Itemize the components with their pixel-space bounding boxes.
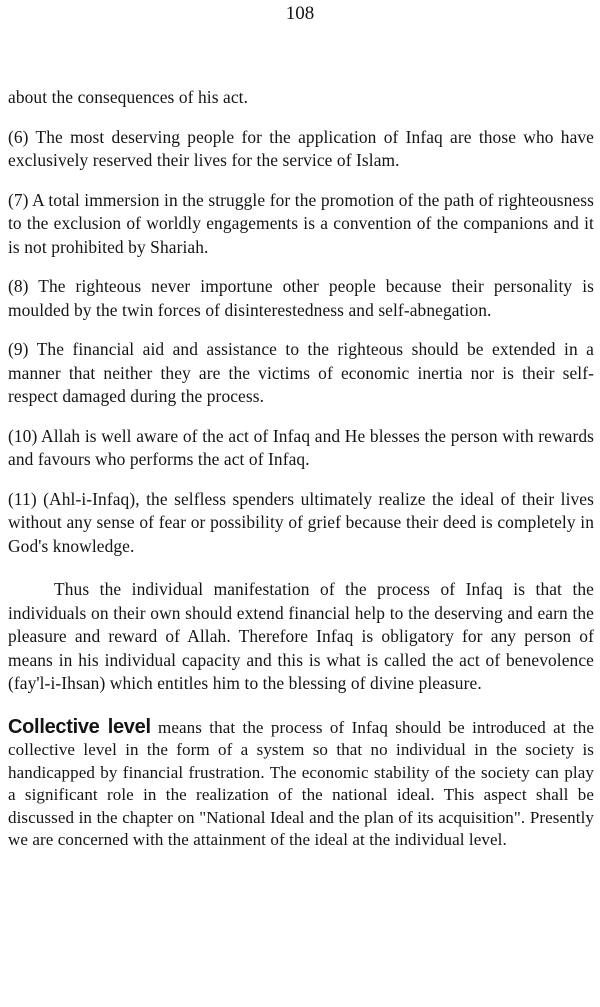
collective-level-heading: Collective level	[8, 715, 151, 738]
paragraph-point-7: (7) A total immersion in the struggle for the promotion of the path of righteousness to the exclusion of worldly engagements is a convention of the companions and it is not prohibited by Shariah.	[8, 189, 594, 257]
paragraph-point-8: (8) The righteous never importune other people because their personality is moulded by the twin forces of disinterestedness and self-abnegation.	[8, 276, 594, 320]
paragraph-point-6: (6) The most deserving people for the application of Infaq are those who have exclusively reserved their lives for the service of Islam.	[8, 126, 594, 170]
page-number: 108	[285, 3, 315, 24]
paragraph-individual-manifestation: Thus the individual manifestation of the process of Infaq is that the individuals on their own should extend financial help to the deserving and earn the pleasure and reward of Allah. Therefore Infaq is obligatory for any person of means in his individual capacity and this is what is called the act of benevolence (fay'l-i-Ihsan) which entitles him to the blessing of divine pleasure.	[8, 579, 594, 693]
paragraph-collective-level	[8, 716, 594, 852]
collective-level-text: means that the process of Infaq should be introduced at the collective level in the form of a system so that no individual in the society is handicapped by financial frustration. The economic stability of the society can play a significant role in the realization of the national ideal. This aspect shall be discussed in the chapter on "National Ideal and the plan of its acquisition". Presently we are concerned with the attainment of the ideal at the individual level.	[8, 717, 594, 849]
paragraph-continuation: about the consequences of his act.	[8, 87, 249, 107]
paragraph-point-9: (9) The financial aid and assistance to the righteous should be extended in a manner that neither they are the victims of economic inertia nor is their self-respect damaged during the process.	[8, 339, 594, 406]
body-text	[8, 86, 594, 868]
paragraph-point-11: (11) (Ahl-i-Infaq), the selfless spenders ultimately realize the ideal of their lives without any sense of fear or possibility of grief because their deed is completely in God's knowledge.	[8, 488, 594, 556]
paragraph-point-10: (10) Allah is well aware of the act of Infaq and He blesses the person with rewards and favours who performs the act of Infaq.	[8, 425, 594, 469]
